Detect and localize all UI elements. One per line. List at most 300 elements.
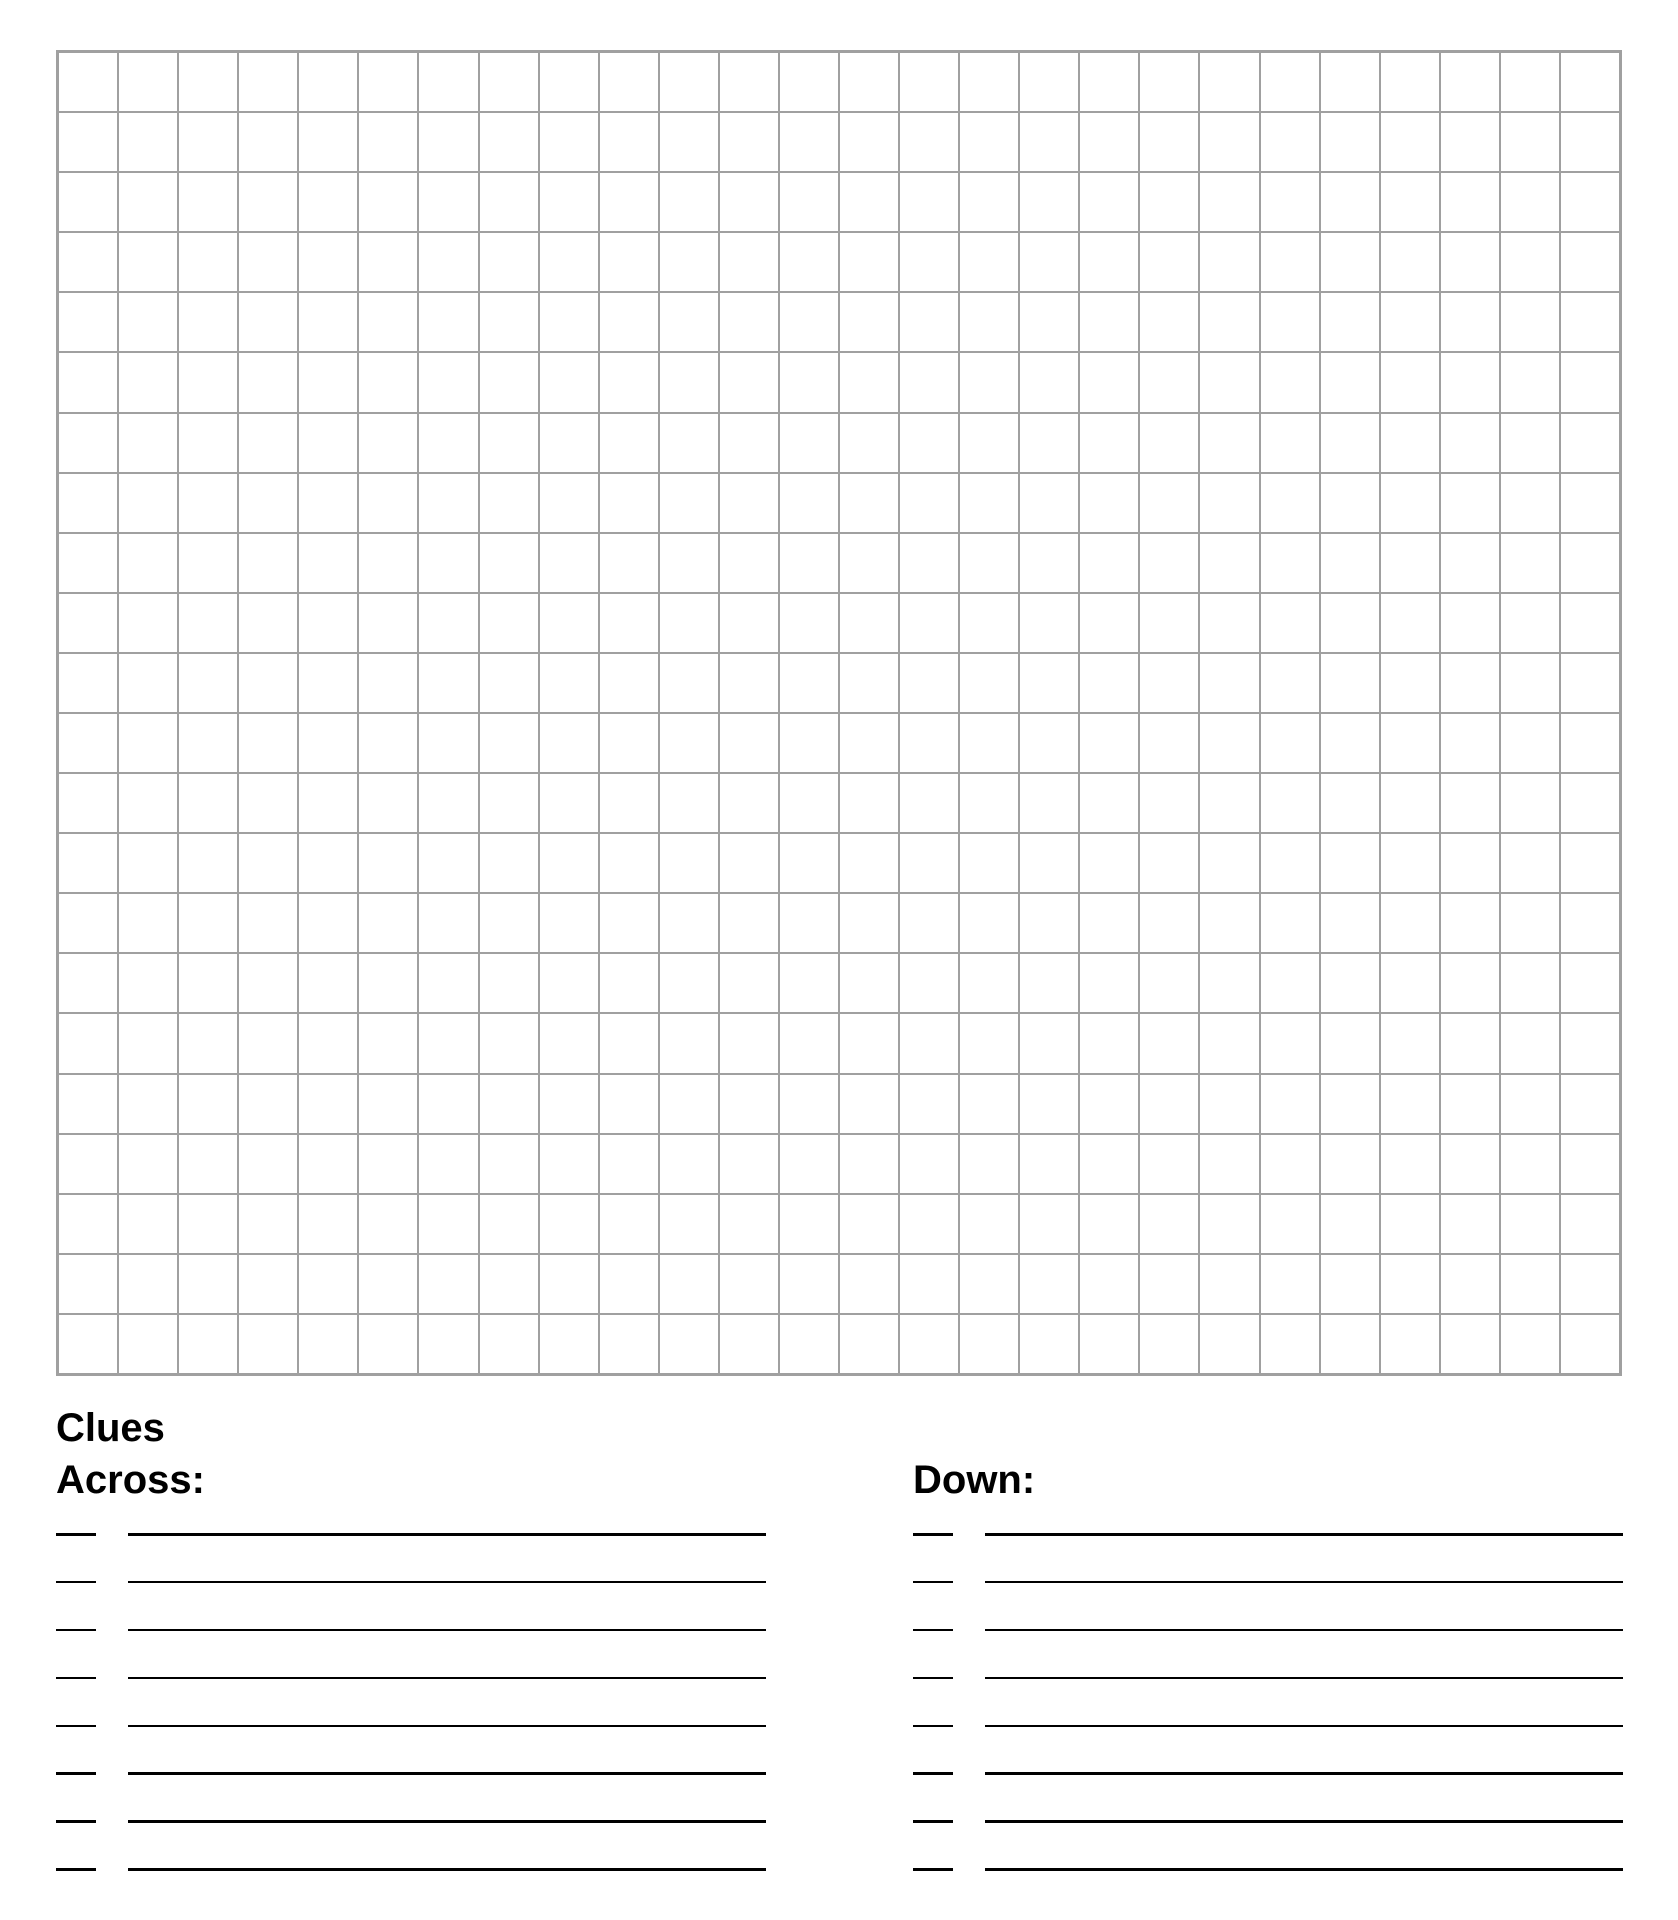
grid-cell	[119, 353, 177, 411]
grid-cell	[960, 534, 1018, 592]
grid-cell	[840, 233, 898, 291]
grid-cell	[1200, 1075, 1258, 1133]
down-clue-row	[913, 1809, 1623, 1857]
grid-cell	[119, 534, 177, 592]
grid-cell	[1261, 1075, 1319, 1133]
grid-cell	[179, 1315, 237, 1373]
grid-cell	[900, 53, 958, 111]
grid-cell	[299, 1135, 357, 1193]
grid-cell	[299, 1075, 357, 1133]
grid-cell	[1381, 474, 1439, 532]
grid-cell	[59, 1195, 117, 1253]
grid-cell	[540, 894, 598, 952]
grid-cell	[1200, 834, 1258, 892]
grid-cell	[600, 173, 658, 231]
grid-cell	[780, 594, 838, 652]
grid-cell	[780, 1195, 838, 1253]
grid-cell	[1501, 293, 1559, 351]
grid-cell	[1140, 774, 1198, 832]
grid-cell	[419, 173, 477, 231]
clue-number-line	[56, 1629, 96, 1632]
grid-cell	[840, 1315, 898, 1373]
clue-text-line	[985, 1820, 1623, 1823]
grid-cell	[119, 834, 177, 892]
grid-cell	[179, 654, 237, 712]
grid-cell	[1501, 53, 1559, 111]
clue-text-line	[985, 1581, 1623, 1584]
grid-cell	[359, 594, 417, 652]
grid-cell	[299, 774, 357, 832]
grid-cell	[1321, 1014, 1379, 1072]
grid-cell	[1501, 594, 1559, 652]
grid-cell	[119, 474, 177, 532]
grid-cell	[540, 774, 598, 832]
grid-cell	[1321, 594, 1379, 652]
grid-cell	[1561, 654, 1619, 712]
crossword-grid	[56, 50, 1622, 1376]
grid-cell	[540, 1014, 598, 1072]
grid-cell	[1441, 1315, 1499, 1373]
grid-cell	[1501, 1135, 1559, 1193]
grid-cell	[720, 233, 778, 291]
grid-cell	[1080, 53, 1138, 111]
grid-cell	[119, 894, 177, 952]
grid-cell	[1321, 353, 1379, 411]
grid-cell	[59, 954, 117, 1012]
clue-number-line	[56, 1868, 96, 1871]
grid-cell	[359, 654, 417, 712]
grid-cell	[1441, 1075, 1499, 1133]
grid-cell	[1561, 53, 1619, 111]
grid-cell	[600, 53, 658, 111]
grid-cell	[299, 414, 357, 472]
grid-cell	[660, 113, 718, 171]
clue-number-line	[56, 1677, 96, 1680]
grid-cell	[540, 954, 598, 1012]
grid-cell	[1321, 654, 1379, 712]
grid-cell	[1441, 1255, 1499, 1313]
grid-cell	[720, 894, 778, 952]
grid-cell	[1200, 1255, 1258, 1313]
grid-cell	[179, 774, 237, 832]
clue-number-line	[913, 1820, 953, 1823]
grid-cell	[179, 834, 237, 892]
grid-cell	[1381, 1255, 1439, 1313]
grid-cell	[239, 654, 297, 712]
grid-cell	[1140, 293, 1198, 351]
clue-text-line	[128, 1677, 766, 1680]
grid-cell	[1200, 534, 1258, 592]
grid-cell	[900, 834, 958, 892]
grid-cell	[780, 774, 838, 832]
grid-cell	[359, 534, 417, 592]
across-clues-list	[56, 1522, 766, 1905]
grid-cell	[299, 1255, 357, 1313]
grid-cell	[1261, 1255, 1319, 1313]
clue-text-line	[128, 1725, 766, 1728]
grid-cell	[179, 233, 237, 291]
grid-cell	[720, 173, 778, 231]
grid-cell	[1501, 1315, 1559, 1373]
grid-cell	[840, 894, 898, 952]
grid-cell	[299, 534, 357, 592]
grid-cell	[1020, 774, 1078, 832]
grid-cell	[1200, 594, 1258, 652]
grid-cell	[1080, 1014, 1138, 1072]
grid-cell	[59, 1315, 117, 1373]
grid-cell	[720, 474, 778, 532]
grid-cell	[720, 1255, 778, 1313]
grid-cell	[480, 1135, 538, 1193]
grid-cell	[1441, 534, 1499, 592]
grid-cell	[780, 1014, 838, 1072]
grid-cell	[1321, 293, 1379, 351]
grid-cell	[840, 293, 898, 351]
grid-cell	[299, 53, 357, 111]
grid-cell	[1140, 113, 1198, 171]
grid-cell	[1080, 534, 1138, 592]
grid-cell	[359, 1255, 417, 1313]
grid-cell	[1261, 834, 1319, 892]
grid-cell	[1080, 954, 1138, 1012]
grid-cell	[720, 414, 778, 472]
grid-cell	[720, 594, 778, 652]
clue-number-line	[913, 1677, 953, 1680]
grid-cell	[1381, 894, 1439, 952]
grid-cell	[1200, 173, 1258, 231]
grid-cell	[1020, 1255, 1078, 1313]
grid-cell	[600, 954, 658, 1012]
grid-cell	[299, 1315, 357, 1373]
grid-cell	[1020, 353, 1078, 411]
grid-cell	[840, 654, 898, 712]
grid-cell	[419, 774, 477, 832]
grid-cell	[1381, 353, 1439, 411]
grid-cell	[1261, 954, 1319, 1012]
grid-cell	[1321, 474, 1379, 532]
grid-cell	[299, 954, 357, 1012]
grid-cell	[1441, 353, 1499, 411]
grid-cell	[1321, 1255, 1379, 1313]
clue-text-line	[128, 1868, 766, 1871]
grid-cell	[179, 594, 237, 652]
down-clue-row	[913, 1714, 1623, 1762]
grid-cell	[419, 594, 477, 652]
grid-cell	[1020, 173, 1078, 231]
grid-cell	[660, 714, 718, 772]
grid-cell	[1140, 1075, 1198, 1133]
grid-cell	[660, 654, 718, 712]
grid-cell	[359, 173, 417, 231]
grid-cell	[780, 654, 838, 712]
grid-cell	[780, 834, 838, 892]
grid-cell	[1381, 1014, 1439, 1072]
grid-cell	[419, 534, 477, 592]
grid-cell	[359, 53, 417, 111]
grid-cell	[419, 954, 477, 1012]
grid-cell	[540, 233, 598, 291]
grid-cell	[660, 414, 718, 472]
grid-cell	[480, 774, 538, 832]
grid-cell	[1501, 353, 1559, 411]
clue-number-line	[913, 1581, 953, 1584]
grid-cell	[720, 293, 778, 351]
grid-cell	[1261, 474, 1319, 532]
grid-cell	[960, 894, 1018, 952]
grid-cell	[1020, 1075, 1078, 1133]
grid-cell	[1261, 173, 1319, 231]
clue-number-line	[913, 1772, 953, 1775]
grid-cell	[1381, 714, 1439, 772]
grid-cell	[1080, 293, 1138, 351]
grid-cell	[1441, 774, 1499, 832]
down-clue-row	[913, 1570, 1623, 1618]
grid-cell	[960, 1255, 1018, 1313]
grid-cell	[900, 534, 958, 592]
grid-cell	[59, 1075, 117, 1133]
grid-cell	[1561, 173, 1619, 231]
grid-cell	[119, 714, 177, 772]
grid-cell	[1501, 1075, 1559, 1133]
grid-cell	[540, 654, 598, 712]
grid-cell	[1020, 954, 1078, 1012]
grid-cell	[1441, 1135, 1499, 1193]
grid-cell	[840, 1195, 898, 1253]
grid-cell	[1200, 654, 1258, 712]
grid-cell	[359, 293, 417, 351]
grid-cell	[780, 293, 838, 351]
grid-cell	[900, 894, 958, 952]
grid-cell	[239, 1075, 297, 1133]
grid-cell	[1080, 173, 1138, 231]
grid-cell	[239, 1135, 297, 1193]
grid-cell	[900, 1255, 958, 1313]
grid-cell	[359, 1195, 417, 1253]
grid-cell	[600, 293, 658, 351]
grid-cell	[359, 1315, 417, 1373]
grid-cell	[1321, 414, 1379, 472]
grid-cell	[419, 474, 477, 532]
grid-cell	[1561, 534, 1619, 592]
grid-cell	[1381, 293, 1439, 351]
grid-cell	[840, 53, 898, 111]
grid-cell	[780, 1135, 838, 1193]
grid-cell	[179, 534, 237, 592]
grid-cell	[419, 353, 477, 411]
grid-cell	[299, 1014, 357, 1072]
grid-cell	[1561, 1195, 1619, 1253]
grid-cell	[780, 1315, 838, 1373]
down-clues-list	[913, 1522, 1623, 1905]
grid-cell	[660, 1014, 718, 1072]
grid-cell	[1261, 1014, 1319, 1072]
grid-cell	[1441, 714, 1499, 772]
grid-cell	[1140, 654, 1198, 712]
grid-cell	[720, 1014, 778, 1072]
grid-cell	[1200, 954, 1258, 1012]
grid-cell	[1261, 414, 1319, 472]
grid-cell	[600, 594, 658, 652]
grid-cell	[1561, 834, 1619, 892]
grid-cell	[119, 954, 177, 1012]
grid-cell	[1261, 774, 1319, 832]
clue-number-line	[913, 1629, 953, 1632]
down-clue-row	[913, 1522, 1623, 1570]
grid-cell	[600, 353, 658, 411]
clue-number-line	[56, 1820, 96, 1823]
grid-cell	[179, 714, 237, 772]
grid-cell	[1020, 293, 1078, 351]
clue-text-line	[985, 1533, 1623, 1536]
grid-cell	[660, 353, 718, 411]
grid-cell	[239, 894, 297, 952]
grid-cell	[239, 113, 297, 171]
grid-cell	[59, 293, 117, 351]
grid-cell	[419, 1195, 477, 1253]
grid-cell	[1441, 414, 1499, 472]
grid-cell	[1200, 474, 1258, 532]
grid-cell	[840, 1014, 898, 1072]
grid-cell	[540, 113, 598, 171]
grid-cell	[660, 834, 718, 892]
clue-text-line	[128, 1820, 766, 1823]
grid-cell	[179, 1195, 237, 1253]
grid-cell	[840, 474, 898, 532]
grid-cell	[1441, 894, 1499, 952]
grid-cell	[900, 1135, 958, 1193]
grid-cell	[1140, 1195, 1198, 1253]
grid-cell	[1381, 233, 1439, 291]
grid-cell	[540, 714, 598, 772]
grid-cell	[359, 714, 417, 772]
grid-cell	[1140, 173, 1198, 231]
grid-cell	[1501, 534, 1559, 592]
grid-cell	[780, 353, 838, 411]
grid-cell	[1501, 173, 1559, 231]
grid-cell	[780, 53, 838, 111]
grid-cell	[600, 1315, 658, 1373]
grid-cell	[419, 1135, 477, 1193]
down-clue-row	[913, 1857, 1623, 1905]
grid-cell	[720, 353, 778, 411]
across-clue-row	[56, 1618, 766, 1666]
down-clue-row	[913, 1618, 1623, 1666]
grid-cell	[960, 1014, 1018, 1072]
grid-cell	[1200, 1315, 1258, 1373]
grid-cell	[419, 714, 477, 772]
grid-cell	[600, 113, 658, 171]
grid-cell	[1441, 654, 1499, 712]
grid-cell	[540, 293, 598, 351]
grid-cell	[1140, 353, 1198, 411]
grid-cell	[1501, 233, 1559, 291]
grid-cell	[1561, 233, 1619, 291]
clue-text-line	[985, 1772, 1623, 1775]
grid-cell	[540, 1195, 598, 1253]
clue-text-line	[128, 1772, 766, 1775]
grid-cell	[1080, 774, 1138, 832]
grid-cell	[1020, 834, 1078, 892]
grid-cell	[960, 714, 1018, 772]
grid-cell	[359, 1014, 417, 1072]
grid-cell	[119, 1135, 177, 1193]
grid-cell	[299, 173, 357, 231]
down-clue-row	[913, 1761, 1623, 1809]
grid-cell	[780, 714, 838, 772]
grid-cell	[1561, 714, 1619, 772]
grid-cell	[59, 714, 117, 772]
grid-cell	[660, 894, 718, 952]
grid-cell	[840, 774, 898, 832]
grid-cell	[1261, 293, 1319, 351]
grid-cell	[1261, 53, 1319, 111]
grid-cell	[600, 474, 658, 532]
grid-cell	[780, 954, 838, 1012]
grid-cell	[239, 1315, 297, 1373]
grid-cell	[1140, 414, 1198, 472]
grid-cell	[1140, 714, 1198, 772]
grid-cell	[299, 353, 357, 411]
grid-cell	[59, 1014, 117, 1072]
grid-cell	[540, 173, 598, 231]
grid-cell	[1200, 714, 1258, 772]
clue-number-line	[913, 1725, 953, 1728]
across-clue-row	[56, 1809, 766, 1857]
grid-cell	[1441, 233, 1499, 291]
grid-cell	[720, 954, 778, 1012]
grid-cell	[1501, 113, 1559, 171]
grid-cell	[179, 474, 237, 532]
grid-cell	[299, 594, 357, 652]
grid-cell	[1381, 113, 1439, 171]
clue-number-line	[56, 1725, 96, 1728]
grid-cell	[1020, 1135, 1078, 1193]
clue-number-line	[913, 1533, 953, 1536]
grid-cell	[1561, 293, 1619, 351]
grid-cell	[840, 534, 898, 592]
grid-cell	[1140, 474, 1198, 532]
grid-cell	[720, 1195, 778, 1253]
grid-cell	[720, 534, 778, 592]
grid-cell	[600, 534, 658, 592]
grid-cell	[840, 353, 898, 411]
grid-cell	[299, 714, 357, 772]
grid-cell	[119, 233, 177, 291]
grid-cell	[1561, 1014, 1619, 1072]
grid-cell	[1140, 1255, 1198, 1313]
grid-cell	[359, 954, 417, 1012]
grid-cell	[179, 113, 237, 171]
grid-cell	[1501, 654, 1559, 712]
grid-cell	[1381, 1075, 1439, 1133]
grid-cell	[900, 173, 958, 231]
grid-cell	[1080, 594, 1138, 652]
grid-cell	[600, 1255, 658, 1313]
grid-cell	[1561, 474, 1619, 532]
grid-cell	[840, 1075, 898, 1133]
grid-cell	[1501, 954, 1559, 1012]
grid-cell	[179, 353, 237, 411]
grid-cell	[720, 1135, 778, 1193]
grid-cell	[1561, 1315, 1619, 1373]
grid-cell	[540, 834, 598, 892]
grid-cell	[239, 954, 297, 1012]
grid-cell	[780, 894, 838, 952]
grid-cell	[660, 1135, 718, 1193]
grid-cell	[1200, 1014, 1258, 1072]
grid-cell	[419, 113, 477, 171]
grid-cell	[720, 1075, 778, 1133]
